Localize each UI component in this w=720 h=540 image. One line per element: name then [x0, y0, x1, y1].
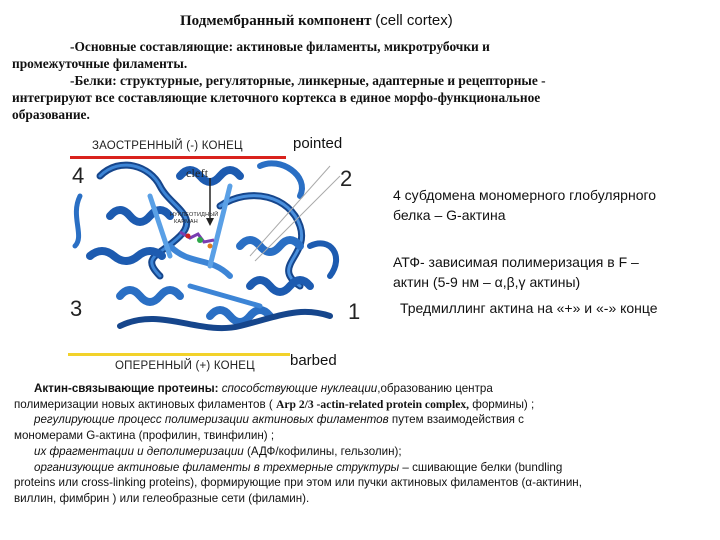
polymerization-line-1: АТФ- зависимая полимеризация в F –	[393, 254, 639, 270]
proteins-l7: proteins или cross-linking proteins), формирующие при этом или пучки актиновых филаментов (α-актинин,	[14, 476, 582, 490]
proteins-l2-b: формины) ;	[472, 397, 535, 411]
actin-structure-image	[60, 136, 380, 358]
proteins-regulating: регулирующие процесс полимеризации актиновых филаментов	[34, 413, 389, 427]
subdomain-1: 1	[348, 299, 361, 324]
intro-line-2: промежуточные филаменты.	[12, 56, 188, 71]
barbed-end-bar	[68, 353, 290, 356]
pointed-word: pointed	[293, 135, 343, 152]
proteins-arp: Arp 2/3 -actin-related protein complex,	[275, 397, 470, 411]
nucleotide-ligand	[180, 232, 214, 249]
proteins-l2-a: полимеризации новых актиновых филаментов (	[14, 397, 273, 411]
intro-line-3: -Белки: структурные, регуляторные, линкерные, адаптерные и рецепторные -	[70, 73, 546, 88]
intro-line-1: -Основные составляющие: актиновые филаменты, микротрубочки и	[70, 39, 490, 54]
proteins-nucleation: способствующие нуклеации	[221, 382, 378, 395]
title-en: (cell cortex)	[375, 12, 453, 29]
pocket-label-2: КАРМАН	[174, 219, 198, 225]
proteins-l6-rest: – сшивающие белки (bundling	[402, 460, 563, 474]
barbed-word: barbed	[290, 352, 337, 369]
polymerization-text	[393, 252, 713, 292]
proteins-l1-rest: ,образованию центра	[377, 382, 493, 395]
pocket-label-1: НУКЛЕОТИДНЫЙ	[170, 212, 219, 218]
subdomains-line-2: белка – G-актина	[393, 207, 506, 223]
proteins-l4: мономерами G-актина (профилин, твинфилин) ;	[14, 429, 275, 443]
proteins-heading: Актин-связывающие протеины:	[34, 382, 219, 395]
actin-binding-proteins	[14, 381, 714, 507]
subdomain-2: 2	[340, 166, 353, 191]
subdomains-text	[393, 185, 713, 225]
proteins-l8: виллин, фимбрин ) или гелеобразные сети (филамин).	[14, 491, 310, 505]
subdomains-line-1: 4 субдомена мономерного глобулярного	[393, 187, 657, 203]
proteins-l3-rest: путем взаимодействия с	[391, 413, 524, 427]
treadmilling-text: Тредмиллинг актина на «+» и «-» конце	[400, 300, 658, 316]
intro-line-5: образование.	[12, 107, 90, 122]
cleft-label: cleft	[186, 166, 209, 180]
intro-line-4: интегрируют все составляющие клеточного кортекса в единое морфо-функциональное	[12, 90, 541, 105]
proteins-l5-rest: (АДФ/кофилины, гельзолин);	[246, 444, 402, 458]
actin-ribbon	[75, 163, 336, 328]
subdomain-4: 4	[72, 163, 85, 188]
title-ru: Подмембранный компонент	[180, 13, 372, 29]
page-title	[180, 12, 453, 30]
intro-text	[12, 38, 702, 123]
pointed-end-label: ЗАОСТРЕННЫЙ (-) КОНЕЦ	[92, 140, 243, 152]
subdomain-3: 3	[70, 296, 83, 321]
proteins-organizing: организующие актиновые филаменты в трехмерные структуры	[34, 460, 400, 474]
barbed-end-label: ОПЕРЕННЫЙ (+) КОНЕЦ	[115, 360, 255, 372]
polymerization-line-2: актин (5-9 нм – α,β,γ актины)	[393, 274, 581, 290]
proteins-fragmentation: их фрагментации и деполимеризации	[34, 444, 244, 458]
